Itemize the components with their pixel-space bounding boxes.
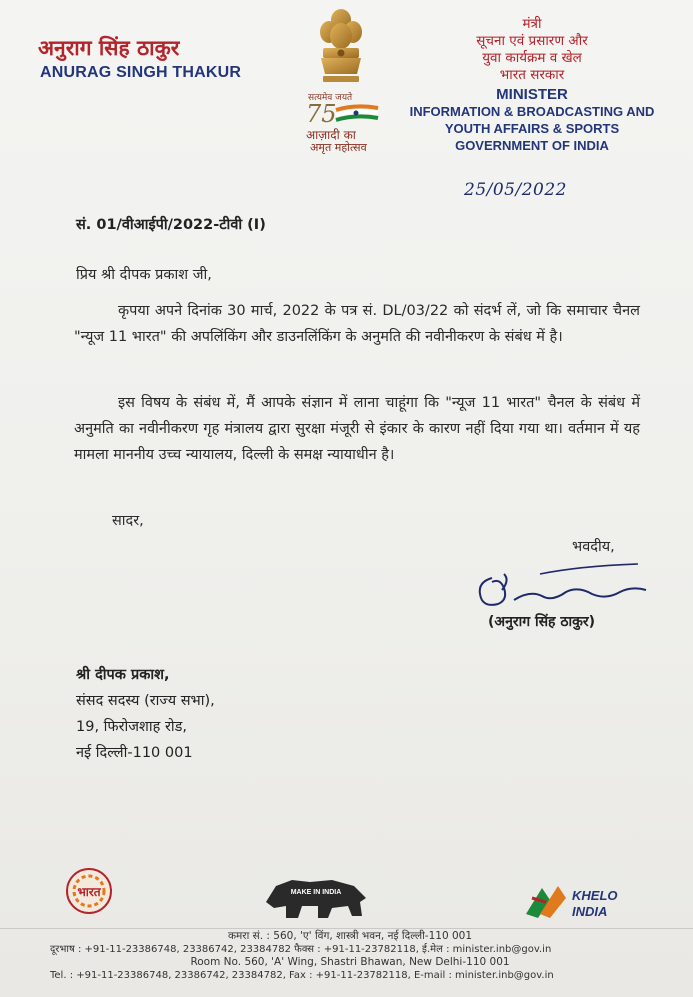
footer-divider — [0, 928, 693, 929]
seventy-five-icon — [306, 100, 382, 126]
make-in-india-label: MAKE IN INDIA — [290, 889, 342, 896]
svg-text:75: 75 — [306, 100, 337, 126]
recipient-line: 19, फिरोजशाह रोड, — [76, 719, 188, 735]
paragraph-2: इस विषय के संबंध में, मैं आपके संज्ञान में लाना चाहूंगा कि "न्यूज 11 भारत" चैनल के संबंध में अनुमति का नवीनीकरण गृह मंत्रालय द्वारा सुरक्षा मंजूरी से इंकार के कारण नहीं दिया गया था। वर्तमान में यह मामला माननीय उच्च न्यायालय, दिल्ली के समक्ष न्यायाधीन है। — [74, 395, 640, 463]
azadi-line2: अमृत महोत्सव — [310, 141, 367, 154]
khelo-label: KHELO — [572, 888, 618, 903]
footer-line: दूरभाष : +91-11-23386748, 23386742, 23384782 फैक्स : +91-11-23782118, ई.मेल : minister.inb@gov.in — [50, 944, 552, 955]
dept-hindi-line: मंत्री — [522, 16, 542, 32]
signature-image — [470, 560, 650, 620]
dept-english-line: GOVERNMENT OF INDIA — [455, 138, 609, 153]
national-emblem-icon — [315, 6, 367, 88]
footer-line: कमरा सं. : 560, 'ए' विंग, शास्त्री भवन, नई दिल्ली-110 001 — [227, 930, 473, 942]
dept-hindi-line: भारत सरकार — [499, 67, 565, 83]
salutation: प्रिय श्री दीपक प्रकाश जी, — [76, 267, 212, 283]
make-in-india-lion-icon — [262, 872, 372, 922]
minister-name-english: ANURAG SINGH THAKUR — [40, 64, 242, 81]
recipient-name: श्री दीपक प्रकाश, — [76, 667, 170, 683]
recipient-address — [76, 662, 215, 766]
signatory-name: (अनुराग सिंह ठाकुर) — [488, 614, 596, 630]
india-label: INDIA — [572, 904, 608, 919]
azadi-line1: आज़ादी का — [306, 128, 356, 142]
recipient-line: नई दिल्ली-110 001 — [76, 745, 193, 761]
azadi-amrit-mahotsav-logo — [300, 90, 390, 158]
closing-yours: भवदीय, — [572, 539, 615, 555]
dept-english-line: INFORMATION & BROADCASTING AND — [409, 104, 655, 119]
dept-hindi-line: सूचना एवं प्रसारण और — [476, 33, 588, 49]
dept-english-line: YOUTH AFFAIRS & SPORTS — [444, 121, 620, 136]
recipient-line: संसद सदस्य (राज्य सभा), — [76, 693, 215, 709]
footer-line: Tel. : +91-11-23386748, 23386742, 23384782, Fax : +91-11-23782118, E-mail : minister.inb@gov.in — [50, 970, 554, 981]
bharat-logo-icon — [62, 866, 116, 916]
closing-regards: सादर, — [112, 513, 144, 529]
department-block — [387, 16, 677, 154]
footer-contact — [50, 930, 650, 982]
paragraph-1: कृपया अपने दिनांक 30 मार्च, 2022 के पत्र सं. DL/03/22 को संदर्भ लें, जो कि समाचार चैनल "न्यूज 11 भारत" की अपलिंकिंग और डाउनलिंकिंग के अनुमति की नवीनीकरण के संबंध में है। — [74, 303, 640, 345]
dept-english-title: MINISTER — [496, 86, 568, 103]
bharat-logo-label: भारत — [77, 885, 101, 899]
letter-date: 25/05/2022 — [464, 180, 567, 200]
minister-name-hindi: अनुराग सिंह ठाकुर — [38, 36, 180, 60]
azadi-top-text: सत्यमेव जयते — [308, 93, 353, 103]
footer-line: Room No. 560, 'A' Wing, Shastri Bhawan, New Delhi-110 001 — [190, 956, 510, 968]
khelo-india-icon — [520, 878, 630, 924]
reference-number: सं. 01/वीआईपी/2022-टीवी (I) — [76, 217, 266, 233]
dept-hindi-line: युवा कार्यक्रम व खेल — [482, 50, 582, 66]
